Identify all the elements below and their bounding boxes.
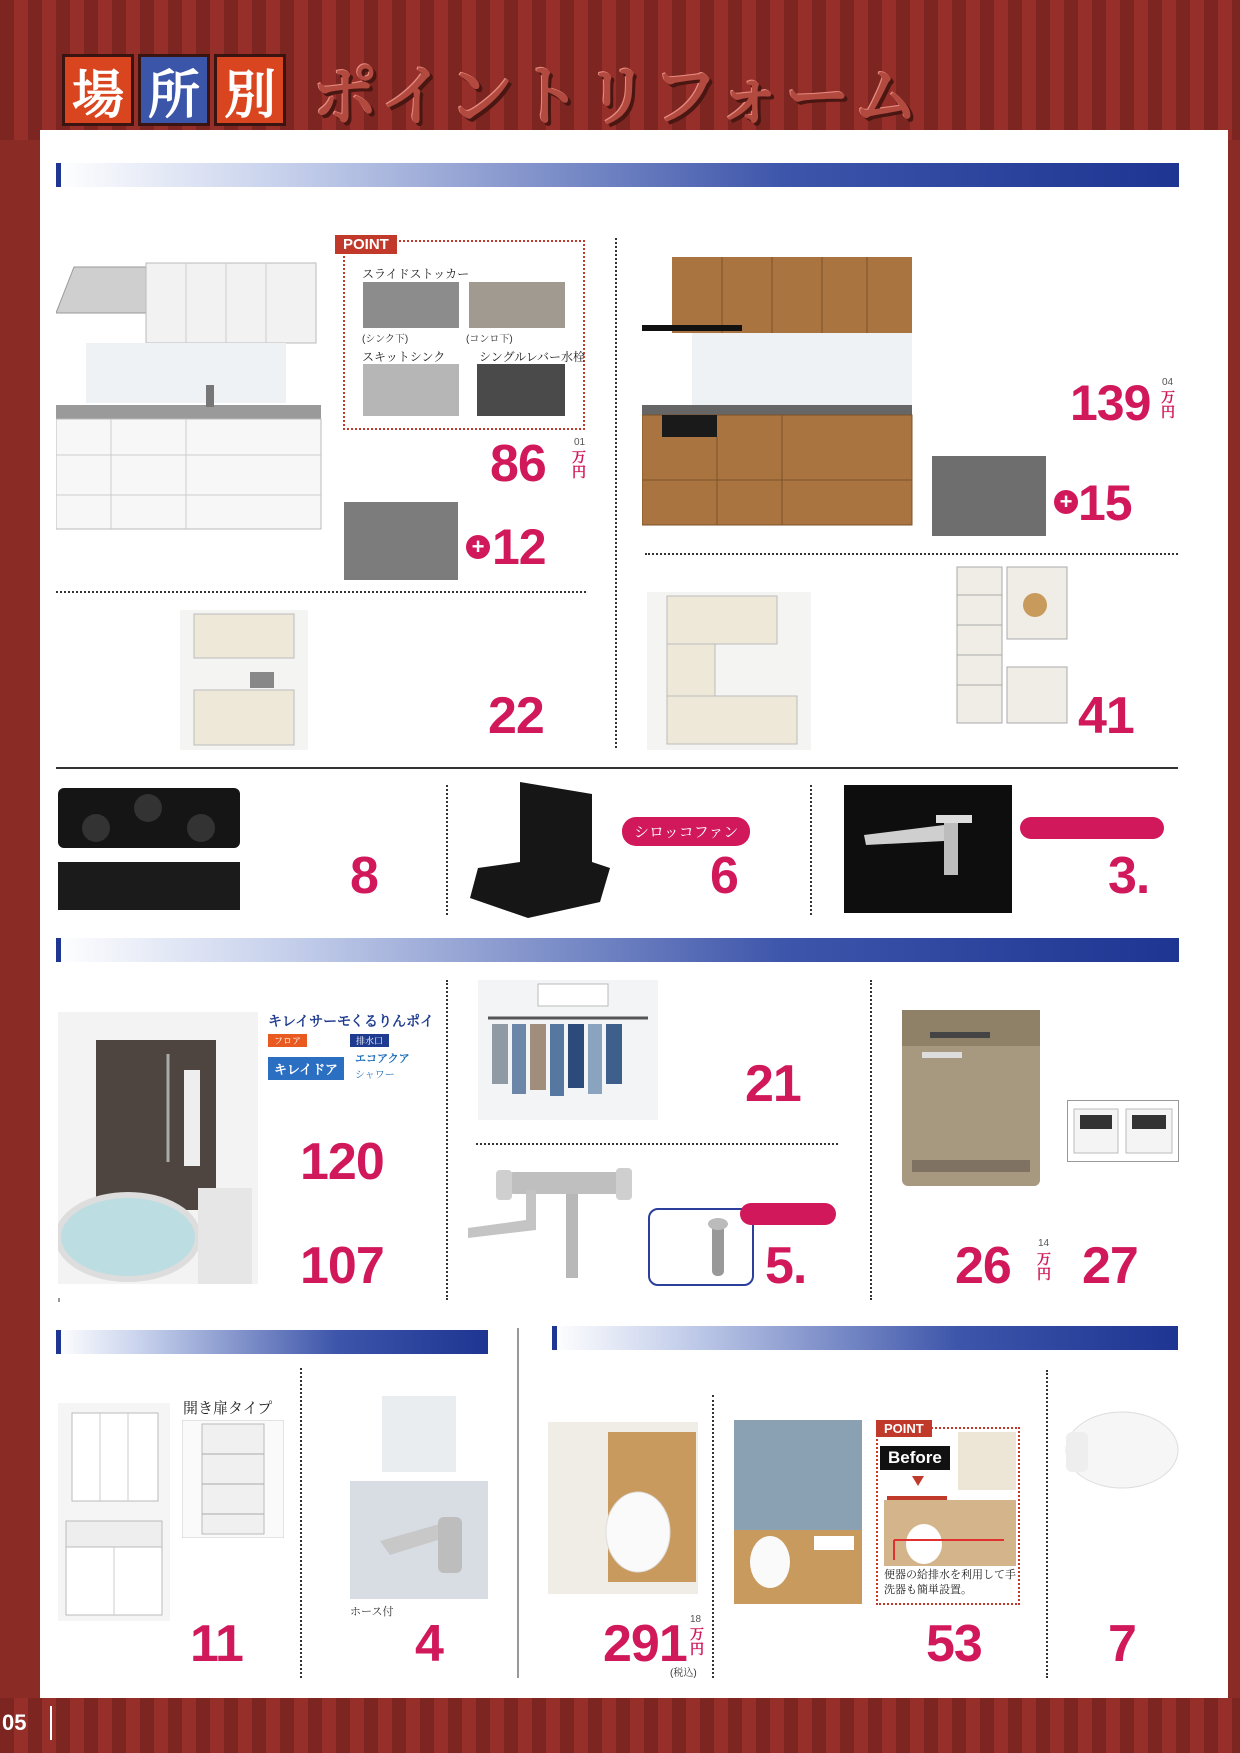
page-title: ポイントリフォーム (312, 57, 921, 135)
divider (1046, 1370, 1048, 1678)
plan4-code: 04 (1162, 377, 1174, 388)
toilet-point-tag: POINT (876, 1420, 932, 1437)
page-number: 05 (2, 1710, 27, 1735)
gas-stove-image (56, 786, 242, 914)
cupboard-b-image (647, 592, 811, 750)
tankless-toilet-unit: 万円 (690, 1626, 704, 1657)
section-bar-bath (56, 938, 1179, 962)
section-bar-toilet (552, 1326, 1178, 1350)
tax-included-label: (税込) (670, 1668, 697, 1679)
sink-below-label: (シンク下) (362, 334, 409, 345)
range-hood-image (470, 782, 610, 918)
after-toilet-image (884, 1500, 1016, 1566)
divider (56, 591, 586, 593)
plan4-option-drawer-image (932, 456, 1046, 536)
skit-sink-image (363, 364, 459, 416)
cabinet-interior-image (182, 1420, 284, 1538)
dryer-price: 21 (745, 1055, 801, 1113)
slide-stocker-label: スライドストッカー (362, 267, 470, 281)
kirei-door-badge: キレイドア (268, 1057, 344, 1080)
plan1-price: 86 (490, 435, 546, 493)
cupboard-b-price: 41 (1078, 687, 1134, 745)
kitchen-plan4-image (642, 255, 914, 535)
divider (517, 1328, 519, 1678)
shower-head-image (648, 1208, 754, 1286)
before-toilet-image (958, 1432, 1016, 1490)
cupboard-a-price: 22 (488, 687, 544, 745)
plan4-unit: 万円 (1161, 389, 1175, 420)
kirei-thermo-sub: フロア (268, 1034, 307, 1047)
hood-price: 6 (710, 847, 738, 905)
title-tile: 場 (62, 54, 134, 126)
open-shelf-image (955, 565, 1070, 725)
new-faucet-image (350, 1481, 488, 1599)
faucet-price: 3. (1108, 847, 1150, 905)
tankless-toilet-code: 18 (690, 1614, 702, 1625)
kirei-thermo-label: キレイサーモ (268, 1013, 352, 1029)
vanity-price: 11 (190, 1615, 243, 1673)
divider (300, 1368, 302, 1678)
skit-sink-label: スキットシンク (362, 350, 446, 364)
water-heater-code: 14 (1038, 1238, 1050, 1249)
water-heater-image (902, 1010, 1042, 1188)
washlet-image (1060, 1406, 1180, 1496)
bath-dryer-image (478, 980, 658, 1120)
kururin-sub: 排水口 (350, 1034, 389, 1047)
plan1-code: 01 (574, 437, 586, 448)
old-faucet-image (382, 1396, 456, 1472)
section-bar-kitchen (56, 163, 1179, 187)
stove-price: 8 (350, 847, 378, 905)
divider (712, 1395, 714, 1678)
down-arrow-icon (912, 1476, 924, 1486)
door-type-label: 開き扉タイプ (183, 1400, 273, 1417)
divider (476, 1143, 838, 1145)
sirocco-fan-bubble: シロッコファン (622, 817, 750, 846)
toilet-point-note: 便器の給排水を利用して手洗器も簡単設置。 (884, 1569, 1016, 1596)
divider (615, 238, 617, 748)
cupboard-a-image (180, 610, 308, 750)
kirei-thermo-badge (268, 1011, 351, 1049)
stove-below-drawer-image (469, 282, 565, 328)
sink-below-drawer-image (363, 282, 459, 328)
divider (810, 785, 812, 915)
kitchen-faucet-image (844, 785, 1012, 913)
unit-bath-price-b: 107 (300, 1237, 384, 1295)
unit-bath-image (58, 1012, 258, 1284)
divider (58, 1298, 60, 1302)
water-heater-price-b: 27 (1082, 1237, 1138, 1295)
shower-faucet-image (466, 1160, 636, 1280)
remote-controller-image (1067, 1100, 1179, 1162)
water-heater-unit: 万円 (1037, 1251, 1051, 1282)
footer-band (0, 1698, 1240, 1753)
title-tile: 別 (214, 54, 286, 126)
eco-aqua-sub: シャワー (355, 1070, 395, 1081)
plan4-price: 139 (1070, 375, 1151, 431)
kururin-badge (350, 1011, 434, 1049)
point-tag: POINT (335, 235, 397, 254)
plan1-unit: 万円 (572, 449, 586, 480)
page-header (62, 50, 921, 135)
eco-aqua-badge (355, 1050, 410, 1081)
title-tile: 所 (138, 54, 210, 126)
before-tag: Before (880, 1446, 950, 1470)
unit-bath-price-a: 120 (300, 1133, 384, 1191)
eco-aqua-label: エコアクア (355, 1053, 410, 1065)
plus-icon: + (466, 535, 490, 559)
page-number-rule (50, 1706, 52, 1740)
washlet-price: 7 (1108, 1615, 1136, 1673)
cabinet-toilet-price: 53 (926, 1615, 982, 1673)
shower-faucet-price: 5. (765, 1237, 807, 1295)
divider (446, 980, 448, 1300)
single-lever-image (477, 364, 565, 416)
faucet-bubble (1020, 817, 1164, 839)
divider (645, 553, 1178, 555)
hose-label: ホース付 (350, 1606, 394, 1618)
water-heater-price-a: 26 (955, 1237, 1011, 1295)
tankless-toilet-price: 291 (603, 1615, 687, 1673)
plus-icon: + (1054, 490, 1078, 514)
washroom-faucet-price: 4 (415, 1615, 443, 1673)
shower-bubble (740, 1203, 836, 1225)
vanity-image (58, 1403, 170, 1621)
single-lever-label: シングルレバー水栓 (479, 350, 585, 364)
divider (446, 785, 448, 915)
divider (56, 767, 1178, 769)
stove-below-label: (コンロ下) (466, 334, 513, 345)
divider (870, 980, 872, 1300)
section-bar-washroom (56, 1330, 488, 1354)
plan1-option-drawer-image (344, 502, 458, 580)
plan1-option-price: 12 (492, 519, 546, 575)
kururin-label: くるりんポイ (350, 1013, 434, 1029)
kitchen-plan1-image (56, 255, 324, 537)
cabinet-toilet-image (734, 1420, 862, 1604)
plan4-option-price: 15 (1078, 475, 1132, 531)
tankless-toilet-image (548, 1422, 698, 1594)
